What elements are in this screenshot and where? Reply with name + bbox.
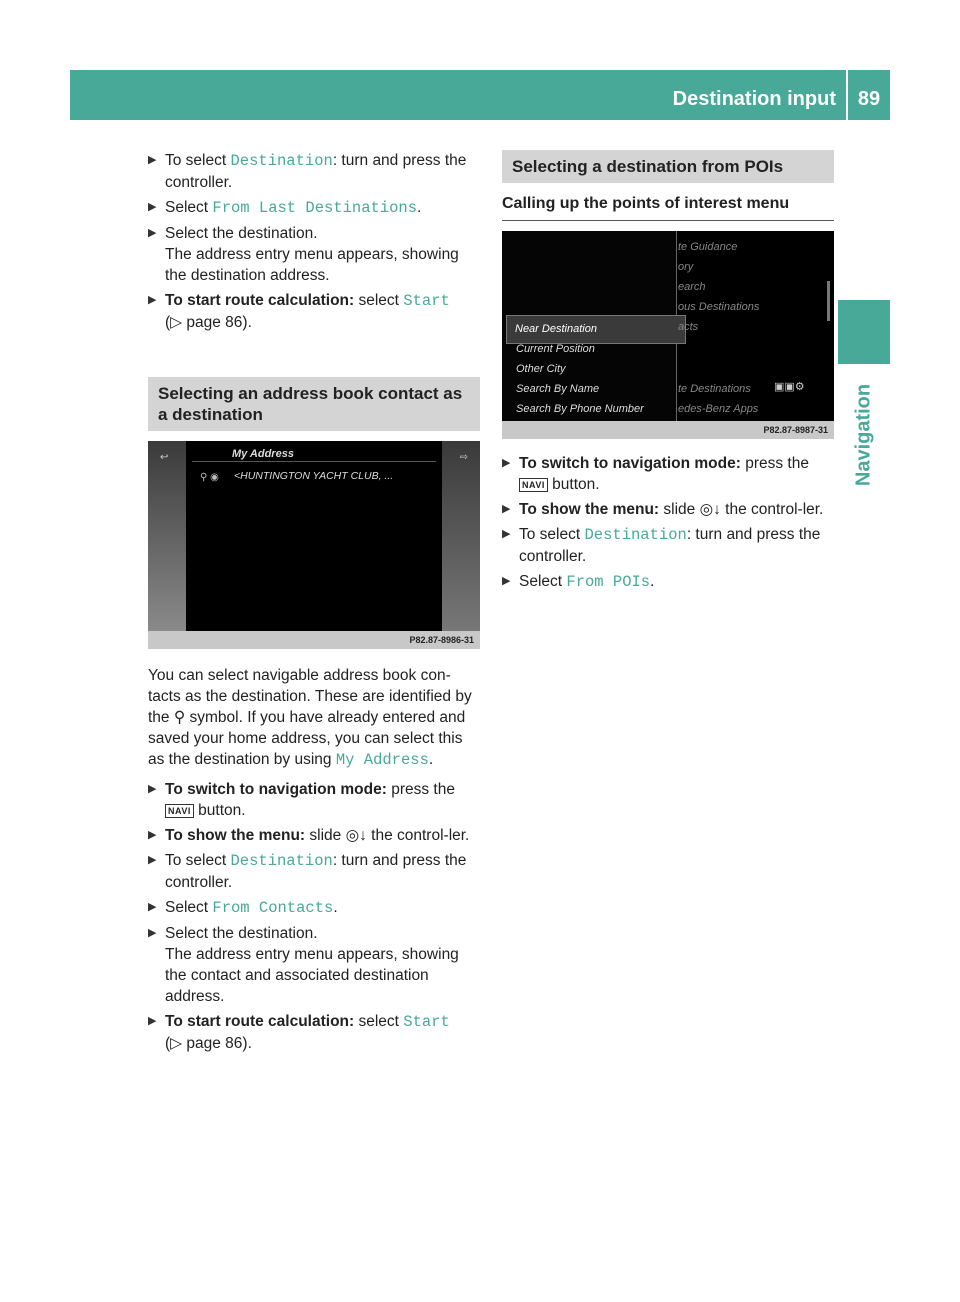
bg-item: acts [678, 321, 699, 333]
step-label: To switch to navigation mode: [165, 781, 387, 798]
step-text: : turn and press the controller. [165, 152, 467, 191]
screenshot-address-book [148, 441, 480, 649]
bg-item: edes-Benz Apps [678, 403, 759, 415]
step [148, 779, 480, 821]
menu-option: Start [403, 292, 450, 310]
step [502, 524, 834, 567]
menu-option: Destination [230, 152, 333, 170]
step-text: press the [740, 455, 809, 472]
step-text: : turn and press the controller. [519, 526, 821, 565]
paragraph-text: You can select navigable address book con-tacts as the destination. These are identified by the [148, 667, 472, 726]
step [148, 197, 480, 219]
figure-caption [148, 631, 480, 649]
menu-option: From Contacts [212, 899, 334, 917]
poi-icons: ▣▣⚙ [774, 381, 805, 393]
menu-item-other-city: Other City [516, 363, 566, 375]
step-label: To show the menu: [165, 827, 306, 844]
scrollbar [827, 281, 830, 321]
menu-option: Destination [230, 852, 333, 870]
figure-id: P82.87-8987-31 [763, 425, 828, 435]
screen-title: My Address [232, 448, 294, 460]
exit-icon: ⇨ [459, 452, 468, 463]
step [148, 223, 480, 286]
step [502, 453, 834, 495]
page-title: Destination input [672, 88, 836, 110]
step-text: . [650, 573, 655, 590]
step [148, 897, 480, 919]
step [148, 825, 480, 846]
step [148, 850, 480, 893]
menu-option: Destination [584, 526, 687, 544]
navi-button-icon: NAVI [165, 804, 194, 818]
paragraph-text: symbol. If you have already entered and saved your home address, you can select this as the destination by using [148, 709, 466, 768]
step-text: button. [193, 802, 246, 819]
menu-item-search-by-name: Search By Name [516, 383, 600, 395]
step [148, 150, 480, 193]
page-reference: (▷ page 86). [165, 314, 252, 331]
page-number: 89 [857, 88, 881, 110]
bg-item: ory [678, 261, 694, 273]
menu-option: From POIs [566, 573, 651, 591]
step-text: select [354, 292, 404, 309]
screen-header [192, 441, 436, 462]
step-text: The address entry menu appears, showing the contact and associated destination address. [165, 946, 459, 1005]
screen-left-bar [148, 441, 186, 631]
step-text: select [354, 1013, 404, 1030]
step [502, 571, 834, 593]
page-reference: (▷ page 86). [165, 1035, 252, 1052]
menu-item-current-position: Current Position [516, 343, 595, 355]
step-text: To select [519, 526, 585, 543]
bg-item: te Destinations [678, 383, 751, 395]
step-text: slide ◎↓ the control-ler. [659, 501, 824, 518]
location-pin-icon: ⚲ [173, 709, 186, 726]
menu-option: My Address [335, 751, 429, 769]
step [148, 923, 480, 1007]
step-text: : turn and press the controller. [165, 852, 467, 891]
location-pin-icon: ⚲ ◉ [200, 472, 219, 483]
menu-option: Start [403, 1013, 450, 1031]
right-column [502, 150, 834, 597]
step [502, 499, 834, 520]
step-label: To show the menu: [519, 501, 660, 518]
navi-button-icon: NAVI [519, 478, 548, 492]
section-title: Selecting a destination from POIs [502, 150, 834, 183]
subsection-title: Calling up the points of interest menu [502, 193, 834, 221]
chapter-label-text: Navigation [852, 383, 875, 487]
step-label: To start route calculation: [165, 1013, 355, 1030]
chapter-label [838, 370, 890, 500]
menu-option: From Last Destinations [212, 199, 418, 217]
bg-item: te Guidance [678, 241, 738, 253]
step-text: The address entry menu appears, showing the destination address. [165, 246, 459, 284]
contact-row: <HUNTINGTON YACHT CLUB, ... [234, 470, 394, 482]
step-text: slide ◎↓ the control-ler. [305, 827, 470, 844]
step-text: ▶ Select the destination. [165, 925, 318, 942]
bg-item: earch [678, 281, 706, 293]
figure-caption [502, 421, 834, 439]
screenshot-poi-menu [502, 231, 834, 439]
left-column [148, 150, 480, 1058]
step-text: ▶ Select the destination. [165, 225, 318, 242]
step [148, 1011, 480, 1054]
step-text: Select [519, 573, 567, 590]
step-label: To start route calculation: [165, 292, 355, 309]
menu-item-near-destination: Near Destination [506, 315, 686, 344]
step-text: To select [165, 152, 231, 169]
step-text: button. [547, 476, 600, 493]
chapter-tab [838, 300, 890, 364]
paragraph [148, 665, 480, 771]
paragraph-text: . [428, 751, 434, 768]
step-text: press the [386, 781, 455, 798]
bg-item: ous Destinations [678, 301, 760, 313]
screen-right-bar [442, 441, 480, 631]
step-text: Select [165, 899, 213, 916]
step [148, 290, 480, 333]
figure-id: P82.87-8986-31 [409, 635, 474, 645]
menu-item-search-by-phone: Search By Phone Number [516, 403, 644, 415]
back-icon: ↩ [160, 452, 169, 463]
step-text: Select [165, 199, 213, 216]
step-label: To switch to navigation mode: [519, 455, 741, 472]
step-text: . [333, 899, 338, 916]
section-title: Selecting an address book contact as a destination [148, 377, 480, 431]
step-text: To select [165, 852, 231, 869]
step-text: . [417, 199, 422, 216]
